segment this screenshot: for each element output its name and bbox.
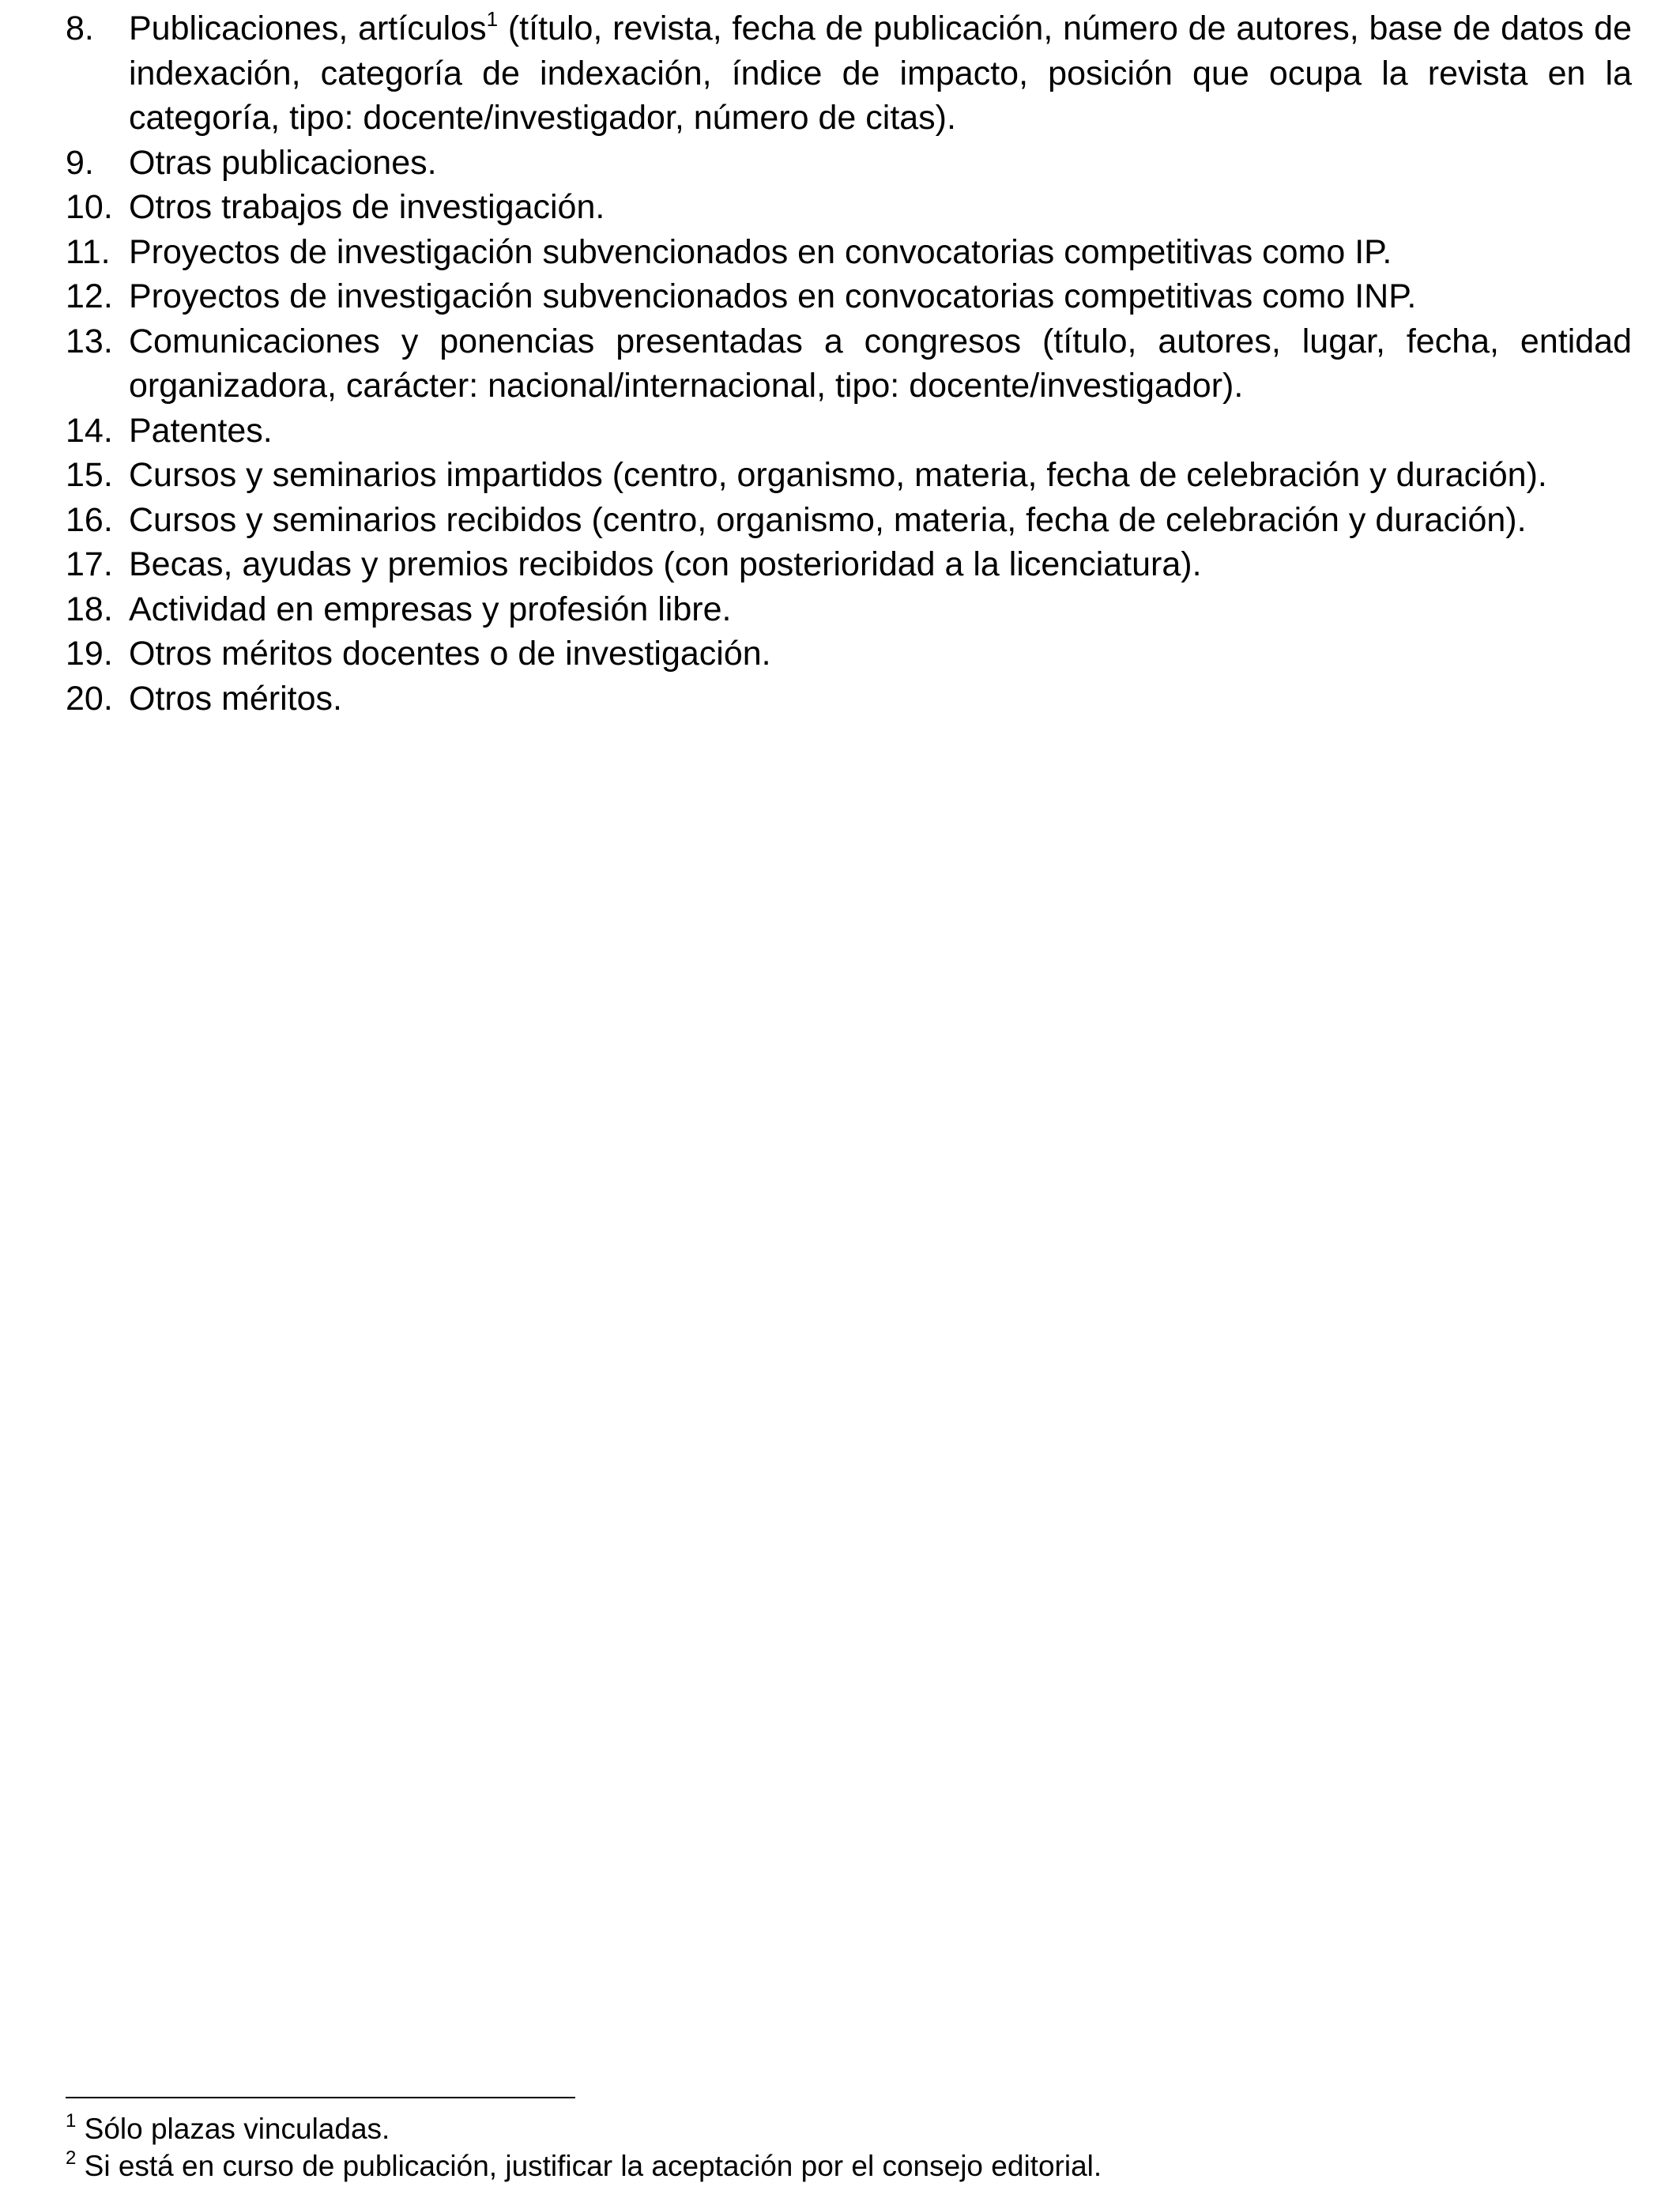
list-item xyxy=(66,230,1632,275)
list-item-number: 20. xyxy=(66,679,113,718)
list-item xyxy=(66,587,1632,632)
list-item-text: Patentes. xyxy=(129,411,273,450)
list-item-number: 11. xyxy=(66,232,111,271)
list-item xyxy=(66,453,1632,498)
list-item xyxy=(66,274,1632,319)
list-item-number: 8. xyxy=(66,9,94,47)
merits-list xyxy=(66,6,1632,721)
list-item-text: (título, revista, fecha de publicación, número de autores, base de datos de indexación, categoría de indexación, índice de impacto, posición que ocupa la revista en la categoría, tipo: docente/investigador, número de citas). xyxy=(129,9,1632,137)
list-item-text: Otras publicaciones. xyxy=(129,143,437,182)
list-item xyxy=(66,6,1632,141)
list-item-number: 15. xyxy=(66,456,113,494)
footnote-divider xyxy=(66,2097,575,2098)
list-item-text: Proyectos de investigación subvencionados en convocatorias competitivas como INP. xyxy=(129,277,1417,315)
list-item-number: 13. xyxy=(66,322,113,360)
footnote-marker: 1 xyxy=(66,2110,77,2132)
list-item-text: Cursos y seminarios impartidos (centro, organismo, materia, fecha de celebración y duración). xyxy=(129,456,1547,494)
list-item xyxy=(66,409,1632,454)
list-item-text: Otros méritos. xyxy=(129,679,342,718)
list-item xyxy=(66,631,1632,677)
list-item-number: 14. xyxy=(66,411,113,450)
footnote-text: Si está en curso de publicación, justificar la aceptación por el consejo editorial. xyxy=(76,2150,1102,2182)
list-item-text: Publicaciones, artículos xyxy=(129,9,487,47)
list-item-text: Cursos y seminarios recibidos (centro, organismo, materia, fecha de celebración y duración). xyxy=(129,500,1527,539)
list-item-text: Proyectos de investigación subvencionados en convocatorias competitivas como IP. xyxy=(129,232,1392,271)
list-item-number: 17. xyxy=(66,545,113,583)
list-item-text: Otros méritos docentes o de investigación. xyxy=(129,635,771,673)
list-item xyxy=(66,498,1632,543)
list-item-text: Actividad en empresas y profesión libre. xyxy=(129,590,732,628)
list-item-number: 16. xyxy=(66,500,113,539)
list-item-number: 10. xyxy=(66,188,113,226)
list-item-text: Comunicaciones y ponencias presentadas a congresos (título, autores, lugar, fecha, entidad organizadora, carácter: nacional/internacional, tipo: docente/investigador). xyxy=(129,322,1632,405)
footnote-marker: 2 xyxy=(66,2147,77,2169)
list-item-text: Otros trabajos de investigación. xyxy=(129,188,605,226)
list-item-number: 18. xyxy=(66,590,113,628)
list-item xyxy=(66,542,1632,587)
list-item xyxy=(66,185,1632,230)
footnote-2 xyxy=(66,2147,1632,2185)
list-item xyxy=(66,319,1632,409)
footnotes xyxy=(66,2110,1632,2185)
list-item-text: Becas, ayudas y premios recibidos (con posterioridad a la licenciatura). xyxy=(129,545,1202,583)
list-item xyxy=(66,141,1632,186)
footnote-reference: 1 xyxy=(486,7,499,31)
list-item xyxy=(66,677,1632,722)
list-item-number: 12. xyxy=(66,277,113,315)
list-item-number: 19. xyxy=(66,635,113,673)
list-item-number: 9. xyxy=(66,143,94,182)
footnote-text: Sólo plazas vinculadas. xyxy=(76,2113,390,2145)
footnote-1 xyxy=(66,2110,1632,2147)
